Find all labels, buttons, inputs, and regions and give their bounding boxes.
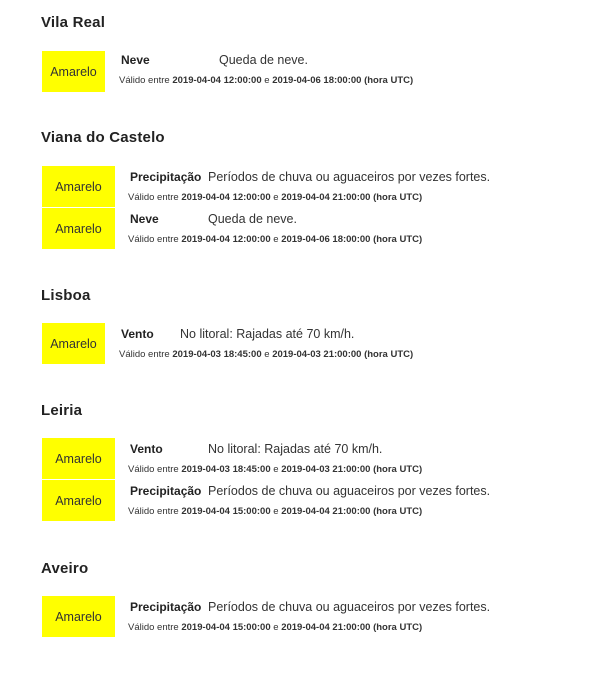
- alert-type: Precipitação: [130, 170, 202, 184]
- and-label: e: [273, 464, 279, 475]
- alert-item: [42, 323, 599, 365]
- valid-start: 2019-04-04 15:00:00: [181, 506, 271, 517]
- valid-end: 2019-04-06 18:00:00: [281, 234, 371, 245]
- and-label: e: [264, 75, 270, 86]
- alert-description: Períodos de chuva ou aguaceiros por vezes fortes.: [208, 600, 491, 614]
- alert-description: Queda de neve.: [219, 53, 308, 67]
- valid-start: 2019-04-03 18:45:00: [172, 349, 262, 360]
- alert-item: [42, 51, 599, 93]
- valid-end: 2019-04-04 21:00:00: [281, 622, 371, 633]
- valid-between-label: Válido entre: [128, 464, 179, 475]
- region-title: Leiria: [41, 402, 83, 419]
- alert-item: [42, 480, 599, 522]
- and-label: e: [273, 622, 279, 633]
- alert-description: No litoral: Rajadas até 70 km/h.: [180, 327, 355, 341]
- valid-start: 2019-04-04 15:00:00: [181, 622, 271, 633]
- region-title: Vila Real: [41, 14, 106, 31]
- valid-between-label: Válido entre: [128, 622, 179, 633]
- valid-end: 2019-04-04 21:00:00: [281, 506, 371, 517]
- valid-end: 2019-04-03 21:00:00: [281, 464, 371, 475]
- and-label: e: [273, 192, 279, 203]
- alert-type: Vento: [121, 327, 154, 341]
- valid-between-label: Válido entre: [119, 75, 170, 86]
- utc-label: (hora UTC): [364, 349, 414, 360]
- valid-between-label: Válido entre: [128, 234, 179, 245]
- alert-validity: [128, 464, 422, 475]
- valid-end: 2019-04-03 21:00:00: [272, 349, 362, 360]
- alert-description: Queda de neve.: [208, 212, 297, 226]
- utc-label: (hora UTC): [373, 464, 423, 475]
- warning-level-badge: Amarelo: [42, 480, 115, 521]
- warning-level-badge: Amarelo: [42, 208, 115, 249]
- valid-end: 2019-04-06 18:00:00: [272, 75, 362, 86]
- alert-validity: [119, 75, 413, 86]
- warning-level-badge: Amarelo: [42, 51, 105, 92]
- alert-validity: [119, 349, 413, 360]
- alert-validity: [128, 234, 422, 245]
- region-title: Viana do Castelo: [41, 129, 165, 146]
- warning-level-badge: Amarelo: [42, 596, 115, 637]
- and-label: e: [273, 234, 279, 245]
- valid-start: 2019-04-04 12:00:00: [172, 75, 262, 86]
- region-title: Aveiro: [41, 560, 89, 577]
- alert-description: No litoral: Rajadas até 70 km/h.: [208, 442, 383, 456]
- utc-label: (hora UTC): [373, 234, 423, 245]
- alert-type: Vento: [130, 442, 163, 456]
- alert-description: Períodos de chuva ou aguaceiros por vezes fortes.: [208, 170, 491, 184]
- valid-between-label: Válido entre: [119, 349, 170, 360]
- alert-validity: [128, 506, 422, 517]
- alert-item: [42, 438, 599, 480]
- utc-label: (hora UTC): [364, 75, 414, 86]
- valid-start: 2019-04-03 18:45:00: [181, 464, 271, 475]
- alert-type: Neve: [121, 53, 150, 67]
- alert-type: Neve: [130, 212, 159, 226]
- alert-description: Períodos de chuva ou aguaceiros por vezes fortes.: [208, 484, 491, 498]
- alert-item: [42, 596, 599, 638]
- region-title: Lisboa: [41, 287, 91, 304]
- warning-level-badge: Amarelo: [42, 438, 115, 479]
- and-label: e: [273, 506, 279, 517]
- valid-start: 2019-04-04 12:00:00: [181, 234, 271, 245]
- valid-between-label: Válido entre: [128, 192, 179, 203]
- alert-type: Precipitação: [130, 600, 202, 614]
- valid-start: 2019-04-04 12:00:00: [181, 192, 271, 203]
- alert-validity: [128, 622, 422, 633]
- and-label: e: [264, 349, 270, 360]
- utc-label: (hora UTC): [373, 506, 423, 517]
- alert-type: Precipitação: [130, 484, 202, 498]
- warning-level-badge: Amarelo: [42, 166, 115, 207]
- valid-end: 2019-04-04 21:00:00: [281, 192, 371, 203]
- utc-label: (hora UTC): [373, 192, 423, 203]
- alert-item: [42, 166, 599, 208]
- utc-label: (hora UTC): [373, 622, 423, 633]
- alert-item: [42, 208, 599, 250]
- valid-between-label: Válido entre: [128, 506, 179, 517]
- warning-level-badge: Amarelo: [42, 323, 105, 364]
- alert-validity: [128, 192, 422, 203]
